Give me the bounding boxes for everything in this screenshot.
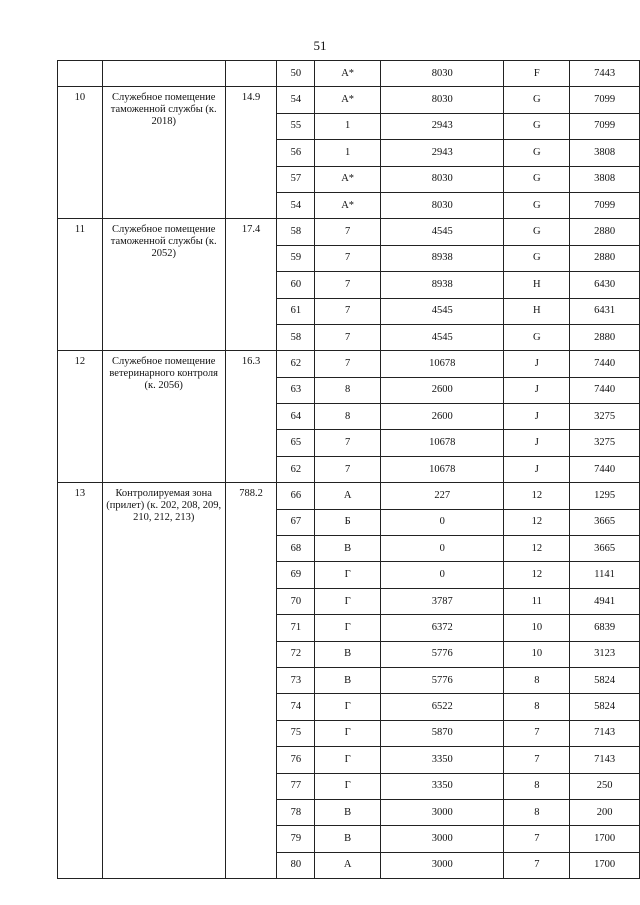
group-number-cell: 12 — [58, 351, 103, 483]
value-cell: 6372 — [381, 615, 504, 641]
axis-cell: J — [504, 404, 570, 430]
category-cell: В — [315, 799, 381, 825]
table-row — [58, 483, 640, 509]
axis-cell: 8 — [504, 667, 570, 693]
point-cell: 57 — [277, 166, 315, 192]
axis-cell: 11 — [504, 588, 570, 614]
point-cell: 58 — [277, 324, 315, 350]
value-cell: 8030 — [381, 192, 504, 218]
value2-cell: 200 — [570, 799, 640, 825]
value-cell: 8938 — [381, 272, 504, 298]
value-cell: 5776 — [381, 667, 504, 693]
category-cell: А* — [315, 87, 381, 113]
area-cell — [225, 61, 277, 87]
value-cell: 2600 — [381, 377, 504, 403]
value-cell: 4545 — [381, 219, 504, 245]
category-cell: Б — [315, 509, 381, 535]
point-cell: 80 — [277, 852, 315, 878]
axis-cell: 8 — [504, 799, 570, 825]
value-cell: 10678 — [381, 456, 504, 482]
value-cell: 8938 — [381, 245, 504, 271]
category-cell: 7 — [315, 298, 381, 324]
value2-cell: 7099 — [570, 192, 640, 218]
category-cell: 1 — [315, 113, 381, 139]
group-number-cell: 11 — [58, 219, 103, 351]
table-row — [58, 351, 640, 377]
value-cell: 10678 — [381, 351, 504, 377]
axis-cell: H — [504, 272, 570, 298]
category-cell: Г — [315, 615, 381, 641]
value-cell: 8030 — [381, 87, 504, 113]
point-cell: 56 — [277, 140, 315, 166]
axis-cell: 7 — [504, 852, 570, 878]
axis-cell: 10 — [504, 615, 570, 641]
point-cell: 66 — [277, 483, 315, 509]
value2-cell: 1141 — [570, 562, 640, 588]
value-cell: 4545 — [381, 324, 504, 350]
category-cell: В — [315, 536, 381, 562]
value2-cell: 7143 — [570, 720, 640, 746]
value2-cell: 7440 — [570, 377, 640, 403]
value-cell: 2943 — [381, 140, 504, 166]
point-cell: 74 — [277, 694, 315, 720]
axis-cell: G — [504, 219, 570, 245]
value-cell: 4545 — [381, 298, 504, 324]
category-cell: 7 — [315, 351, 381, 377]
axis-cell: 10 — [504, 641, 570, 667]
point-cell: 75 — [277, 720, 315, 746]
value2-cell: 250 — [570, 773, 640, 799]
value-cell: 227 — [381, 483, 504, 509]
value2-cell: 7143 — [570, 747, 640, 773]
value2-cell: 7099 — [570, 113, 640, 139]
category-cell: В — [315, 826, 381, 852]
value2-cell: 3275 — [570, 430, 640, 456]
page-number: 51 — [313, 38, 327, 53]
axis-cell: G — [504, 245, 570, 271]
axis-cell: G — [504, 166, 570, 192]
value-cell: 2943 — [381, 113, 504, 139]
category-cell: 7 — [315, 219, 381, 245]
room-name-cell: Контролируемая зона (прилет) (к. 202, 208, 209, 210, 212, 213) — [102, 483, 225, 879]
point-cell: 73 — [277, 667, 315, 693]
axis-cell: 12 — [504, 483, 570, 509]
value-cell: 3350 — [381, 773, 504, 799]
point-cell: 59 — [277, 245, 315, 271]
point-cell: 54 — [277, 87, 315, 113]
point-cell: 78 — [277, 799, 315, 825]
category-cell: Г — [315, 720, 381, 746]
axis-cell: G — [504, 324, 570, 350]
category-cell: А — [315, 483, 381, 509]
axis-cell: 12 — [504, 536, 570, 562]
category-cell: А* — [315, 61, 381, 87]
point-cell: 62 — [277, 456, 315, 482]
value-cell: 5870 — [381, 720, 504, 746]
point-cell: 71 — [277, 615, 315, 641]
point-cell: 68 — [277, 536, 315, 562]
axis-cell: J — [504, 351, 570, 377]
axis-cell: J — [504, 456, 570, 482]
value-cell: 6522 — [381, 694, 504, 720]
category-cell: Г — [315, 588, 381, 614]
axis-cell: F — [504, 61, 570, 87]
axis-cell: G — [504, 192, 570, 218]
value2-cell: 2880 — [570, 219, 640, 245]
value2-cell: 7443 — [570, 61, 640, 87]
value2-cell: 7440 — [570, 351, 640, 377]
point-cell: 55 — [277, 113, 315, 139]
axis-cell: 8 — [504, 694, 570, 720]
value2-cell: 5824 — [570, 667, 640, 693]
point-cell: 63 — [277, 377, 315, 403]
category-cell: А* — [315, 166, 381, 192]
value2-cell: 3275 — [570, 404, 640, 430]
axis-cell: 8 — [504, 773, 570, 799]
category-cell: Г — [315, 562, 381, 588]
coordinates-table — [57, 60, 640, 879]
point-cell: 62 — [277, 351, 315, 377]
table-body — [58, 61, 640, 879]
value2-cell: 7440 — [570, 456, 640, 482]
area-cell: 788.2 — [225, 483, 277, 879]
value-cell: 3787 — [381, 588, 504, 614]
room-name-cell — [102, 61, 225, 87]
value-cell: 3000 — [381, 799, 504, 825]
group-number-cell: 13 — [58, 483, 103, 879]
value2-cell: 3665 — [570, 536, 640, 562]
value2-cell: 1700 — [570, 826, 640, 852]
category-cell: 7 — [315, 456, 381, 482]
axis-cell: 12 — [504, 509, 570, 535]
value-cell: 8030 — [381, 166, 504, 192]
axis-cell: G — [504, 113, 570, 139]
point-cell: 67 — [277, 509, 315, 535]
table-row — [58, 219, 640, 245]
value-cell: 3350 — [381, 747, 504, 773]
value-cell: 0 — [381, 562, 504, 588]
point-cell: 61 — [277, 298, 315, 324]
value-cell: 8030 — [381, 61, 504, 87]
axis-cell: J — [504, 377, 570, 403]
group-number-cell — [58, 61, 103, 87]
axis-cell: G — [504, 87, 570, 113]
category-cell: Г — [315, 747, 381, 773]
value-cell: 2600 — [381, 404, 504, 430]
point-cell: 76 — [277, 747, 315, 773]
point-cell: 77 — [277, 773, 315, 799]
value-cell: 3000 — [381, 826, 504, 852]
area-cell: 17.4 — [225, 219, 277, 351]
axis-cell: 7 — [504, 747, 570, 773]
category-cell: 1 — [315, 140, 381, 166]
point-cell: 65 — [277, 430, 315, 456]
category-cell: 7 — [315, 245, 381, 271]
value2-cell: 4941 — [570, 588, 640, 614]
category-cell: 8 — [315, 404, 381, 430]
table-row — [58, 61, 640, 87]
value2-cell: 2880 — [570, 245, 640, 271]
value2-cell: 3123 — [570, 641, 640, 667]
value2-cell: 6839 — [570, 615, 640, 641]
category-cell: Г — [315, 773, 381, 799]
category-cell: А* — [315, 192, 381, 218]
axis-cell: 7 — [504, 826, 570, 852]
value2-cell: 3808 — [570, 166, 640, 192]
value2-cell: 5824 — [570, 694, 640, 720]
area-cell: 14.9 — [225, 87, 277, 219]
value2-cell: 6430 — [570, 272, 640, 298]
category-cell: А — [315, 852, 381, 878]
point-cell: 64 — [277, 404, 315, 430]
axis-cell: 12 — [504, 562, 570, 588]
axis-cell: J — [504, 430, 570, 456]
point-cell: 70 — [277, 588, 315, 614]
point-cell: 69 — [277, 562, 315, 588]
category-cell: 7 — [315, 272, 381, 298]
value2-cell: 1700 — [570, 852, 640, 878]
category-cell: В — [315, 641, 381, 667]
value-cell: 0 — [381, 536, 504, 562]
category-cell: Г — [315, 694, 381, 720]
value2-cell: 2880 — [570, 324, 640, 350]
room-name-cell: Служебное помещение таможенной службы (к. 2018) — [102, 87, 225, 219]
value-cell: 3000 — [381, 852, 504, 878]
category-cell: 8 — [315, 377, 381, 403]
room-name-cell: Служебное помещение ветеринарного контроля (к. 2056) — [102, 351, 225, 483]
value2-cell: 7099 — [570, 87, 640, 113]
value-cell: 10678 — [381, 430, 504, 456]
group-number-cell: 10 — [58, 87, 103, 219]
axis-cell: H — [504, 298, 570, 324]
point-cell: 72 — [277, 641, 315, 667]
value2-cell: 3808 — [570, 140, 640, 166]
value2-cell: 3665 — [570, 509, 640, 535]
point-cell: 50 — [277, 61, 315, 87]
point-cell: 54 — [277, 192, 315, 218]
axis-cell: G — [504, 140, 570, 166]
value2-cell: 6431 — [570, 298, 640, 324]
area-cell: 16.3 — [225, 351, 277, 483]
value2-cell: 1295 — [570, 483, 640, 509]
value-cell: 0 — [381, 509, 504, 535]
axis-cell: 7 — [504, 720, 570, 746]
category-cell: В — [315, 667, 381, 693]
point-cell: 79 — [277, 826, 315, 852]
value-cell: 5776 — [381, 641, 504, 667]
category-cell: 7 — [315, 430, 381, 456]
point-cell: 58 — [277, 219, 315, 245]
point-cell: 60 — [277, 272, 315, 298]
category-cell: 7 — [315, 324, 381, 350]
room-name-cell: Служебное помещение таможенной службы (к. 2052) — [102, 219, 225, 351]
table-row — [58, 87, 640, 113]
